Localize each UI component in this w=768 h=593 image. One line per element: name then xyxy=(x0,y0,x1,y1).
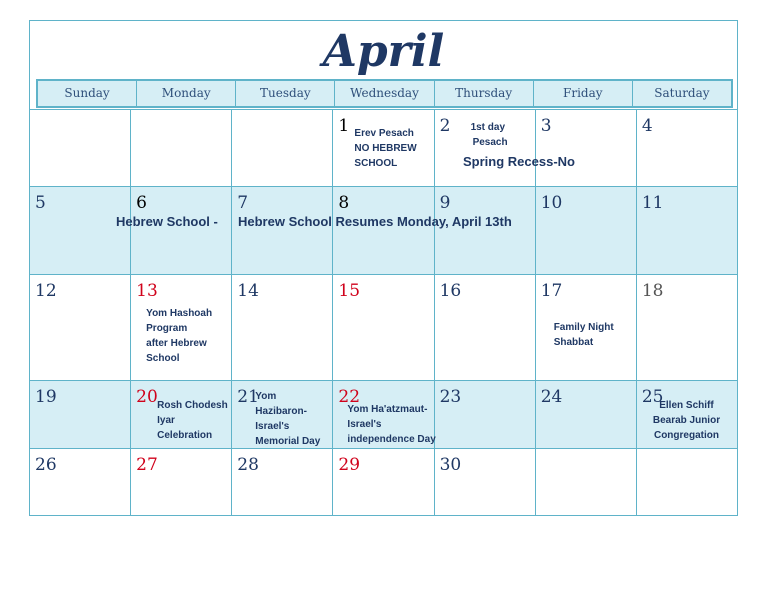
day-cell[interactable] xyxy=(131,187,232,274)
day-cell[interactable] xyxy=(536,381,637,448)
day-number: 20 xyxy=(136,387,158,407)
week-row-2 xyxy=(30,186,737,274)
event-hebrew-school-resumes: Hebrew School Resumes Monday, April 13th xyxy=(238,214,512,229)
day-cell[interactable] xyxy=(333,449,434,515)
day-cell[interactable] xyxy=(435,187,536,274)
day-cell[interactable] xyxy=(333,381,434,448)
day-number: 14 xyxy=(237,281,259,301)
event-line: independence Day xyxy=(347,434,436,445)
day-cell[interactable] xyxy=(232,449,333,515)
event-line: Iyar xyxy=(157,415,175,426)
day-cell[interactable] xyxy=(131,275,232,380)
day-cell[interactable] xyxy=(536,275,637,380)
event-yom-hazikaron xyxy=(255,389,320,449)
event-line: Israel's xyxy=(255,421,290,432)
week-row-1 xyxy=(30,109,737,186)
day-cell[interactable] xyxy=(30,187,131,274)
week-row-3 xyxy=(30,274,737,380)
event-line: Shabbat xyxy=(553,337,594,348)
event-line: Yom xyxy=(255,391,277,402)
day-cell[interactable] xyxy=(435,381,536,448)
event-line: Rosh Chodesh xyxy=(157,400,228,411)
event-line: Yom Ha'atzmaut- xyxy=(347,404,428,415)
day-number: 17 xyxy=(540,281,563,301)
day-number: 16 xyxy=(439,281,462,301)
day-number: 9 xyxy=(439,193,451,213)
day-cell[interactable] xyxy=(536,449,637,515)
weekday-saturday: Saturday xyxy=(654,86,710,100)
day-number: 4 xyxy=(641,116,653,136)
event-spring-recess: Spring Recess-No xyxy=(463,154,575,169)
day-cell[interactable] xyxy=(637,110,737,186)
day-number: 5 xyxy=(35,193,46,213)
day-number: 15 xyxy=(338,281,361,301)
event-line: Yom Hashoah xyxy=(146,308,213,319)
week-row-5 xyxy=(30,448,737,515)
month-title: April xyxy=(322,26,445,77)
day-cell[interactable] xyxy=(637,275,737,380)
event-line: Pesach xyxy=(472,137,508,148)
day-cell[interactable] xyxy=(333,275,434,380)
day-number: 22 xyxy=(338,387,361,407)
weekday-friday: Friday xyxy=(534,81,633,106)
day-number: 21 xyxy=(237,387,259,407)
day-cell[interactable] xyxy=(232,275,333,380)
day-number: 11 xyxy=(641,193,664,213)
day-number: 10 xyxy=(540,193,563,213)
event-line: School xyxy=(146,353,180,364)
event-rosh-chodesh xyxy=(157,398,228,443)
event-line: Israel's xyxy=(347,419,382,430)
day-number: 26 xyxy=(35,455,57,475)
weekday-thursday: Thursday xyxy=(435,81,534,106)
weekday-tuesday: Tuesday xyxy=(236,81,335,106)
weekday-monday: Monday xyxy=(137,81,236,106)
event-line: Erev Pesach xyxy=(354,128,414,139)
day-number: 29 xyxy=(338,455,361,475)
day-cell[interactable] xyxy=(637,381,737,448)
day-number: 8 xyxy=(338,193,350,213)
day-number: 28 xyxy=(237,455,259,475)
event-line: Hazibaron- xyxy=(255,406,307,417)
day-number: 24 xyxy=(540,387,563,407)
day-number: 3 xyxy=(540,116,552,136)
day-cell[interactable] xyxy=(131,381,232,448)
weekday-wednesday: Wednesday xyxy=(335,81,434,106)
day-cell[interactable] xyxy=(131,449,232,515)
event-yom-hashoah xyxy=(146,306,212,366)
day-number: 30 xyxy=(439,455,462,475)
day-number: 27 xyxy=(136,455,158,475)
event-family-night xyxy=(554,320,614,350)
calendar-frame xyxy=(29,20,738,516)
day-number: 6 xyxy=(136,193,147,213)
event-line: after Hebrew xyxy=(146,338,207,349)
event-line: Congregation xyxy=(653,430,719,441)
day-cell[interactable] xyxy=(435,275,536,380)
day-cell[interactable] xyxy=(30,381,131,448)
event-line: Memorial Day xyxy=(255,436,321,447)
week-row-4 xyxy=(30,380,737,448)
event-line: Ellen Schiff xyxy=(659,400,714,411)
day-number: 18 xyxy=(641,281,664,301)
day-cell[interactable] xyxy=(232,110,333,186)
event-line: Family Night xyxy=(553,322,614,333)
event-line: NO HEBREW xyxy=(354,143,417,154)
event-hebrew-school: Hebrew School - xyxy=(116,214,218,229)
day-cell[interactable] xyxy=(333,110,434,186)
event-line: Bearab Junior xyxy=(652,415,721,426)
day-cell[interactable] xyxy=(131,110,232,186)
event-yom-haatzmaut xyxy=(347,402,435,447)
day-number: 7 xyxy=(237,193,249,213)
day-cell[interactable] xyxy=(536,187,637,274)
day-cell[interactable] xyxy=(435,110,536,186)
day-number: 25 xyxy=(641,387,664,407)
day-cell[interactable] xyxy=(30,110,131,186)
weekday-header xyxy=(36,79,733,108)
day-cell[interactable] xyxy=(637,187,737,274)
event-erev-pesach xyxy=(354,126,416,171)
event-ellen-schiff xyxy=(653,398,720,443)
day-number: 13 xyxy=(136,281,158,301)
day-cell[interactable] xyxy=(536,110,637,186)
day-cell[interactable] xyxy=(333,187,434,274)
event-line: 1st day xyxy=(470,122,506,133)
event-first-day-pesach xyxy=(471,120,508,150)
day-number: 2 xyxy=(439,116,451,136)
day-number: 12 xyxy=(35,281,57,301)
day-number: 23 xyxy=(439,387,462,407)
day-number: 19 xyxy=(35,387,57,407)
day-cell[interactable] xyxy=(637,449,737,515)
event-line: SCHOOL xyxy=(354,158,398,169)
day-cell[interactable] xyxy=(232,381,333,448)
event-line: Celebration xyxy=(157,430,213,441)
event-line: Program xyxy=(146,323,188,334)
day-cell[interactable] xyxy=(30,275,131,380)
day-cell[interactable] xyxy=(435,449,536,515)
day-cell[interactable] xyxy=(30,449,131,515)
day-cell[interactable] xyxy=(232,187,333,274)
day-number: 1 xyxy=(338,116,350,136)
weekday-sunday: Sunday xyxy=(38,81,137,106)
